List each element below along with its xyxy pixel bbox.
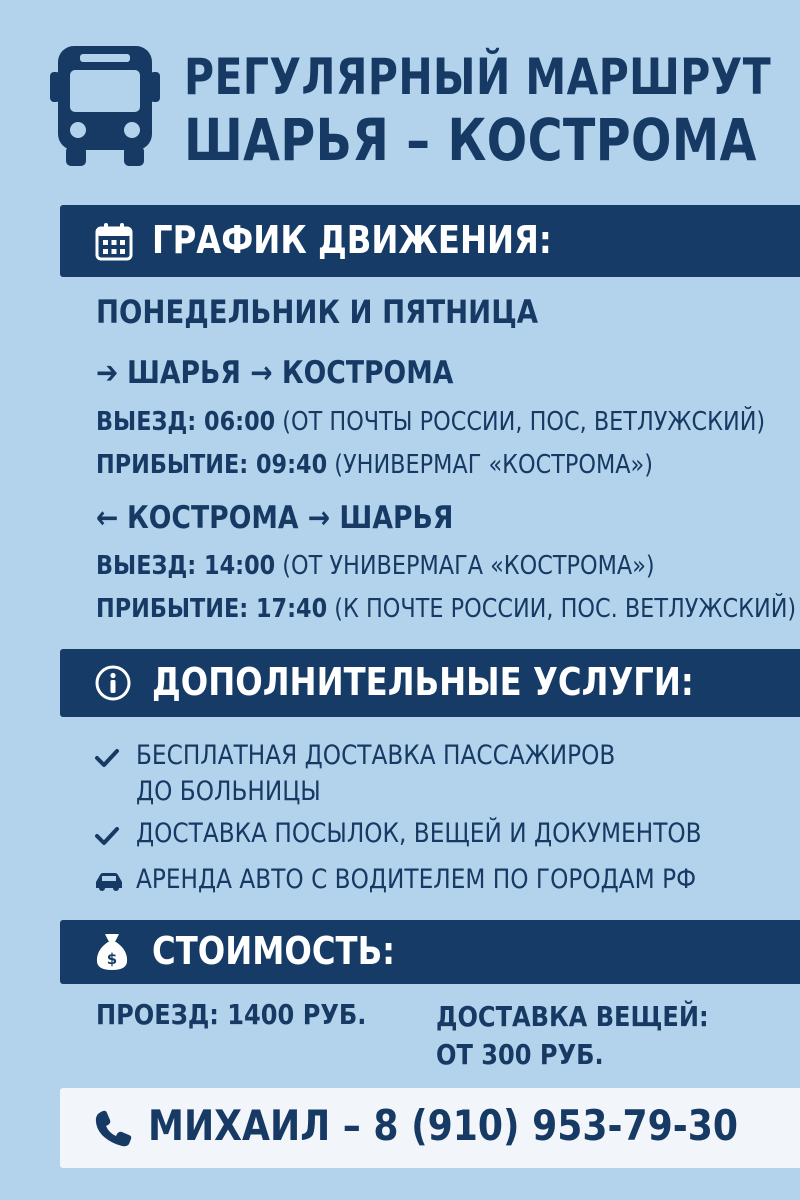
price-fare: ПРОЕЗД: 1400 РУБ. xyxy=(96,998,367,1031)
check-icon xyxy=(94,748,120,768)
services-heading-bar xyxy=(60,649,800,717)
route-1-heading xyxy=(96,355,453,391)
route-2-arrival xyxy=(96,594,796,624)
arrow-right-icon: ➔ xyxy=(96,355,119,391)
price-goods-delivery xyxy=(436,998,709,1074)
price-heading-bar xyxy=(60,920,800,984)
info-icon xyxy=(94,664,132,702)
service-item-line-1: БЕСПЛАТНАЯ ДОСТАВКА ПАССАЖИРОВ xyxy=(136,740,616,771)
route-2-departure xyxy=(96,551,655,581)
route-2-arrival-place: (К ПОЧТЕ РОССИИ, ПОС. ВЕТЛУЖСКИЙ) xyxy=(334,594,797,624)
services-heading: ДОПОЛНИТЕЛЬНЫЕ УСЛУГИ: xyxy=(152,660,694,704)
service-item-text: АРЕНДА АВТО С ВОДИТЕЛЕМ ПО ГОРОДАМ РФ xyxy=(136,864,697,895)
title-line-2: ШАРЬЯ – КОСТРОМА xyxy=(184,106,757,174)
route-1-departure-label: ВЫЕЗД: 06:00 xyxy=(96,407,276,437)
money-bag-icon xyxy=(94,932,130,972)
route-1-arrival-place: (УНИВЕРМАГ «КОСТРОМА») xyxy=(334,450,653,480)
route-2-departure-place: (ОТ УНИВЕРМАГА «КОСТРОМА») xyxy=(282,551,655,581)
price-goods-line-2: ОТ 300 РУБ. xyxy=(436,1038,604,1071)
poster-header xyxy=(50,40,772,174)
route-2-departure-label: ВЫЕЗД: 14:00 xyxy=(96,551,276,581)
route-2-arrival-label: ПРИБЫТИЕ: 17:40 xyxy=(96,594,328,624)
route-1-arrival-label: ПРИБЫТИЕ: 09:40 xyxy=(96,450,328,480)
check-icon xyxy=(94,826,120,846)
arrow-left-icon: ← xyxy=(96,500,119,536)
service-item-line-2: ДО БОЛЬНИЦЫ xyxy=(136,776,321,807)
contact-phone-link[interactable]: МИХАИЛ – 8 (910) 953-79-30 xyxy=(148,1101,739,1150)
route-2-from: КОСТРОМА xyxy=(126,500,299,536)
title-line-1: РЕГУЛЯРНЫЙ МАРШРУТ xyxy=(184,48,772,106)
price-goods-line-1: ДОСТАВКА ВЕЩЕЙ: xyxy=(436,1000,709,1033)
schedule-heading-bar xyxy=(60,205,800,277)
phone-icon xyxy=(94,1108,134,1148)
service-item-text: ДОСТАВКА ПОСЫЛОК, ВЕЩЕЙ И ДОКУМЕНТОВ xyxy=(136,818,702,849)
schedule-heading: ГРАФИК ДВИЖЕНИЯ: xyxy=(152,218,552,262)
price-heading: СТОИМОСТЬ: xyxy=(152,929,396,973)
route-1-arrival xyxy=(96,450,653,480)
route-1-from: ШАРЬЯ xyxy=(126,355,241,391)
route-2-to: ШАРЬЯ xyxy=(339,500,454,536)
calendar-icon xyxy=(94,222,134,262)
route-1-departure xyxy=(96,407,765,437)
route-1-departure-place: (ОТ ПОЧТЫ РОССИИ, ПОС, ВЕТЛУЖСКИЙ) xyxy=(282,407,766,437)
route-2-separator-arrow-icon: → xyxy=(298,500,340,536)
schedule-days: ПОНЕДЕЛЬНИК И ПЯТНИЦА xyxy=(96,293,539,331)
car-icon xyxy=(94,872,124,892)
svg-text:$: $ xyxy=(106,950,118,968)
bus-icon xyxy=(50,42,160,168)
route-1-to: КОСТРОМА xyxy=(281,355,454,391)
route-1-separator-arrow-icon: → xyxy=(240,355,282,391)
contact-box xyxy=(60,1088,800,1168)
route-2-heading xyxy=(96,500,453,536)
service-item-text xyxy=(136,738,615,810)
